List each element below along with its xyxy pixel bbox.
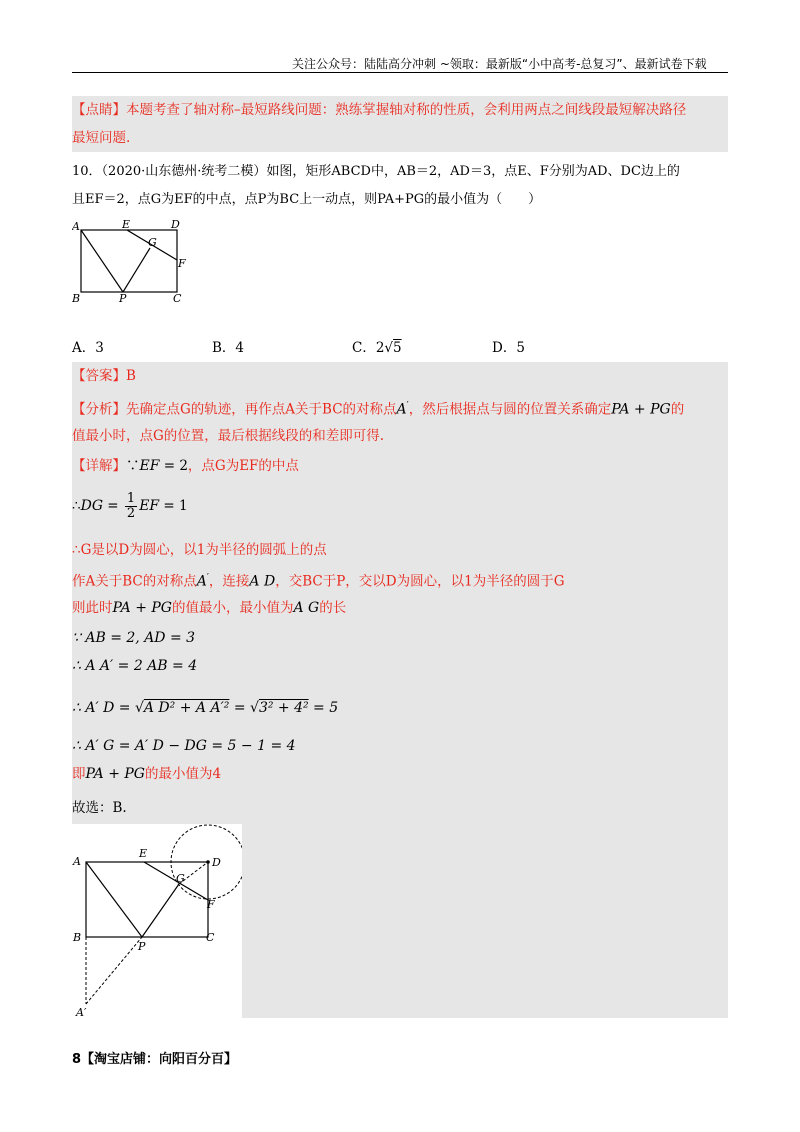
detail-line7: ∴ A A′ = 2 AB = 4 (72, 658, 198, 674)
label-p: P (119, 292, 127, 305)
analysis-line1: 【分析】先确定点G的轨迹，再作点A关于BC的对称点A′，然后根据点与圆的位置关系确定PA + PG的 (72, 401, 685, 418)
sqrt-icon: √ (384, 340, 394, 356)
label-a-prime: A′ (76, 1006, 87, 1018)
label-g: G (176, 872, 185, 885)
label-p: P (138, 940, 146, 953)
point-d (206, 860, 210, 864)
answer-value: B (126, 368, 136, 384)
answer-tag: 【答案】 (72, 368, 126, 384)
segment-ap (81, 230, 123, 292)
label-e: E (139, 847, 148, 860)
label-f: F (207, 898, 215, 911)
detail-line8: ∴ A′ D = √A D² + A A′² = √3² + 4² = 5 (72, 700, 339, 716)
detail-line11: 故选：B. (72, 800, 127, 816)
label-b: B (73, 931, 82, 944)
rectangle-abcd (86, 862, 208, 937)
sqrt-icon: √ (250, 700, 259, 716)
detail-line6: ∵ AB = 2, AD = 3 (72, 630, 196, 646)
label-c: C (206, 931, 215, 944)
page-footer: 8【淘宝店铺：向阳百分百】 (72, 1052, 238, 1067)
analysis-line2: 值最小时，点G的位置，最后根据线段的和差即可得. (72, 428, 385, 444)
header-rule (72, 72, 728, 73)
label-a: A (73, 855, 81, 868)
figure-1 (72, 214, 192, 310)
option-b: B．4 (212, 340, 245, 356)
label-d: D (171, 218, 180, 231)
analysis-tag: 【分析】 (72, 401, 126, 418)
detail-line4: 作A关于BC的对称点A′，连接A D，交BC于P，交以D为圆心，以1为半径的圆于G (72, 573, 565, 590)
label-c: C (173, 292, 182, 305)
question-line1: 10．（2020·山东德州·统考二模）如图，矩形ABCD中，AB＝2，AD＝3，点E、F分别为AD、DC边上的 (72, 164, 680, 179)
fraction-half: $\frac{1}{2}$ (126, 491, 136, 521)
page-header: 关注公众号：陆陆高分冲刺 ~领取：最新版“小中高考-总复习”、最新试卷下载 (292, 57, 707, 71)
label-a: A (72, 220, 80, 233)
detail-line9: ∴ A′ G = A′ D − DG = 5 − 1 = 4 (72, 738, 296, 754)
figure-2 (72, 824, 242, 1018)
segment-a-prime-p (86, 937, 142, 1004)
dianjing-line1: 【点睛】本题考查了轴对称–最短路线问题：熟练掌握轴对称的性质，会利用两点之间线段最短解决路径 (72, 102, 687, 118)
detail-line2: ∴DG = $\frac{1}{2}$ EF = 1 (72, 491, 188, 521)
segment-ap (86, 862, 142, 937)
page-number: 8 (72, 1052, 82, 1067)
label-f: F (178, 257, 186, 270)
segment-pg (142, 884, 179, 937)
option-c: C．2√5 (352, 340, 402, 356)
option-a: A．3 (72, 340, 104, 356)
dianjing-tag: 【点睛】 (72, 102, 126, 118)
question-line2: 且EF＝2，点G为EF的中点，点P为BC上一动点，则PA+PG的最小值为（ ） (72, 192, 542, 207)
label-g: G (148, 236, 157, 249)
label-e: E (122, 218, 131, 231)
sqrt-icon: √ (134, 700, 144, 716)
detail-line1: 【详解】∵EF = 2，点G为EF的中点 (72, 458, 299, 474)
detail-tag: 【详解】 (72, 458, 126, 474)
detail-line3: ∴G是以D为圆心，以1为半径的圆弧上的点 (72, 542, 327, 558)
label-b: B (72, 292, 81, 305)
detail-line10: 即PA + PG的最小值为4 (72, 766, 222, 782)
answer-line (72, 366, 136, 386)
option-d: D．5 (492, 340, 525, 356)
detail-line5: 则此时PA + PG的值最小，最小值为A G的长 (72, 600, 347, 616)
label-d: D (212, 856, 221, 869)
segment-pg (123, 248, 150, 292)
dianjing-line2: 最短问题. (72, 130, 131, 146)
